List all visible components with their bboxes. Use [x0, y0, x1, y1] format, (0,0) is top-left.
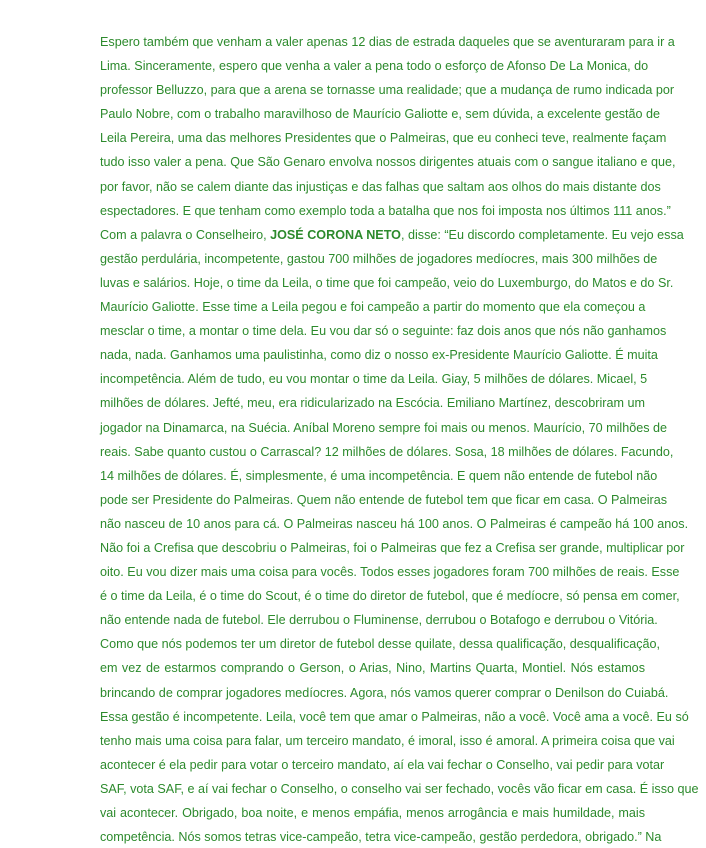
paragraph-line: Paulo Nobre, com o trabalho maravilhoso de Maurício Galiotte e, sem dúvida, a excelente gestão de [100, 107, 661, 122]
paragraph-line: brincando de comprar jogadores medíocres. Agora, nós vamos querer comprar o Denilson do Cuiabá. [100, 685, 669, 700]
paragraph-line: acontecer é ela pedir para votar o terceiro mandato, aí ela vai fechar o Conselho, vai pedir para votar [100, 757, 665, 772]
paragraph-line: SAF, vota SAF, e aí vai fechar o Conselho, o conselho vai ser fechado, vocês vão ficar em casa. É isso que [100, 781, 699, 796]
paragraph-line: tudo isso valer a pena. Que São Genaro envolva nossos dirigentes atuais com o sangue italiano e que, [100, 155, 676, 170]
paragraph-line: reais. Sabe quanto custou o Carrascal? 12 milhões de dólares. Sosa, 18 milhões de dólares. Facundo, [100, 444, 674, 459]
paragraph-line: vai acontecer. Obrigado, boa noite, e menos empáfia, menos arrogância e mais humildade, mais [100, 806, 645, 820]
paragraph-line: é o time da Leila, é o time do Scout, é o time do diretor de futebol, que é medíocre, só pensa em comer, [100, 589, 680, 604]
speaker-line [100, 223, 684, 247]
paragraph-line: espectadores. E que tenham como exemplo toda a batalha que nos foi imposta nos últimos 111 anos.” [100, 203, 671, 218]
paragraph-line: Como que nós podemos ter um diretor de futebol desse quilate, dessa qualificação, desqualificação, [100, 637, 661, 652]
paragraph-line: pode ser Presidente do Palmeiras. Quem não entende de futebol tem que ficar em casa. O Palmeiras [100, 492, 668, 507]
paragraph-line: Essa gestão é incompetente. Leila, você tem que amar o Palmeiras, não a você. Você ama a você. Eu só [100, 709, 689, 724]
paragraph-line: não entende nada de futebol. Ele derrubou o Fluminense, derrubou o Botafogo e derrubou o Vitória. [100, 613, 658, 628]
paragraph-line: Leila Pereira, uma das melhores Presidentes que o Palmeiras, que eu conheci teve, realmente façam [100, 131, 667, 146]
document-body [100, 30, 699, 848]
paragraph-line: Lima. Sinceramente, espero que venha a valer a pena todo o esforço de Afonso De La Monica, do [100, 59, 649, 74]
speaker-rest: , disse: “Eu discordo completamente. Eu vejo essa [400, 227, 684, 242]
paragraph-line: 14 milhões de dólares. É, simplesmente, é uma incompetência. E quem não entende de futebol não [100, 468, 658, 483]
paragraph-line: não nasceu de 10 anos para cá. O Palmeiras nasceu há 100 anos. O Palmeiras é campeão há 100 anos. [100, 516, 689, 531]
paragraph-line: Espero também que venham a valer apenas 12 dias de estrada daqueles que se aventuraram para ir a [100, 35, 675, 49]
paragraph-line: professor Belluzzo, para que a arena se tornasse uma realidade; que a mudança de rumo indicada por [100, 83, 675, 98]
paragraph-line: Não foi a Crefisa que descobriu o Palmeiras, foi o Palmeiras que fez a Crefisa ser grande, multiplicar por [100, 540, 685, 555]
paragraph-line: oito. Eu vou dizer mais uma coisa para vocês. Todos esses jogadores foram 700 milhões de reais. Esse [100, 565, 680, 580]
paragraph-line: gestão perdulária, incompetente, gastou 700 milhões de jogadores medíocres, mais 300 milhões de [100, 251, 658, 266]
speaker-name: JOSÉ CORONA NETO [270, 227, 401, 242]
paragraph-line: nada, nada. Ganhamos uma paulistinha, como diz o nosso ex-Presidente Maurício Galiotte. É muita [100, 348, 658, 363]
paragraph-line: em vez de estarmos comprando o Gerson, o Arias, Nino, Martins Quarta, Montiel. Nós estamos [100, 661, 645, 676]
paragraph-line: competência. Nós somos tetras vice-campeão, tetra vice-campeão, gestão perdedora, obrigado.” Na [100, 830, 662, 845]
paragraph-line: mesclar o time, a montar o time dela. Eu vou dar só o seguinte: faz dois anos que nós não ganhamos [100, 324, 667, 339]
paragraph-line: Maurício Galiotte. Esse time a Leila pegou e foi campeão a partir do momento que ela começou a [100, 300, 646, 315]
paragraph-line: incompetência. Além de tudo, eu vou montar o time da Leila. Giay, 5 milhões de dólares. Micael, 5 [100, 372, 648, 387]
paragraph-line: jogador na Dinamarca, na Suécia. Aníbal Moreno sempre foi mais ou menos. Maurício, 70 milhões de [100, 420, 668, 435]
paragraph-line: luvas e salários. Hoje, o time da Leila, o time que foi campeão, veio do Luxemburgo, do Matos e do Sr. [100, 275, 674, 290]
paragraph-line: tenho mais uma coisa para falar, um terceiro mandato, é imoral, isso é amoral. A primeira coisa que vai [100, 733, 675, 748]
paragraph-line: por favor, não se calem diante das injustiças e das falhas que saltam aos olhos do mais distante dos [100, 179, 661, 194]
speaker-intro: Com a palavra o Conselheiro, [100, 227, 267, 242]
paragraph-line: milhões de dólares. Jefté, meu, era ridicularizado na Escócia. Emiliano Martínez, descobriram um [100, 396, 645, 411]
